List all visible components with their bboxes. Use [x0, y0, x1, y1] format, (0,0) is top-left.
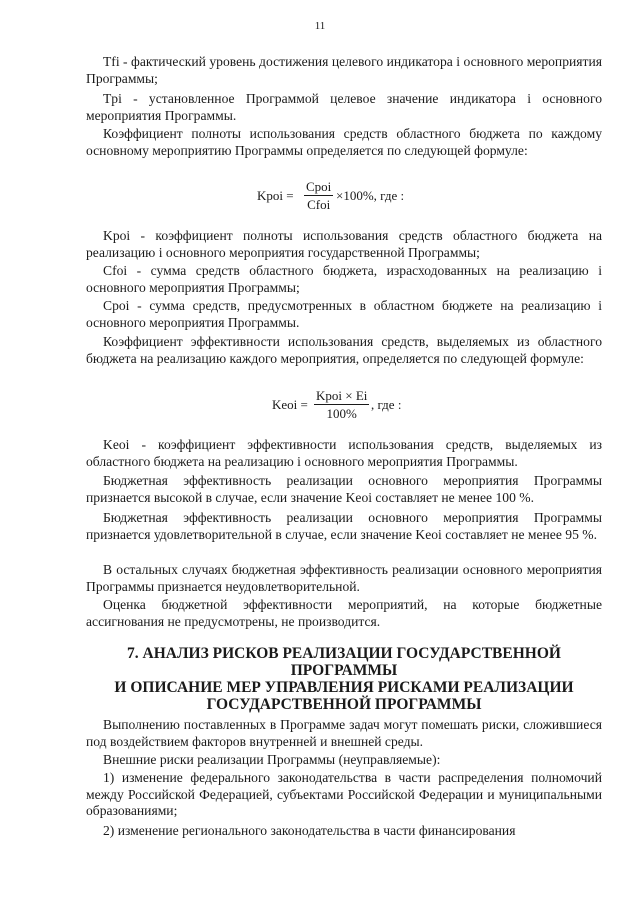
paragraph-keoi-intro: Коэффициент эффективности использования средств, выделяемых из областного бюджета на реализацию каждого мероприятия, определяется по следующей формуле: — [86, 334, 602, 366]
paragraph-tpi: Tpi - установленное Программой целевое значение индикатора i основного мероприятия Программы. — [86, 91, 602, 123]
paragraph-no-assessment: Оценка бюджетной эффективности мероприятий, на которые бюджетные ассигнования не предусмотрены, не производится. — [86, 597, 602, 629]
formula-keoi-rhs: , где : — [371, 397, 402, 412]
formula-keoi-lhs: Keoi = — [272, 397, 308, 412]
section-heading-line-1: 7. АНАЛИЗ РИСКОВ РЕАЛИЗАЦИИ ГОСУДАРСТВЕННОЙ ПРОГРАММЫ — [127, 645, 561, 679]
paragraph-satisfactory-efficiency: Бюджетная эффективность реализации основного мероприятия Программы признается удовлетворительной в случае, если значение Keoi составляет не менее 95 %. — [86, 510, 602, 542]
formula-keoi — [0, 387, 640, 427]
paragraph-external-risks: Внешние риски реализации Программы (неуправляемые): — [103, 752, 441, 767]
formula-kpoi-numerator: Cpoi — [306, 179, 332, 194]
paragraph-risks-intro: Выполнению поставленных в Программе задач могут помешать риски, сложившиеся под воздействием факторов внутренней и внешней среды. — [86, 717, 602, 749]
page-number: 11 — [314, 20, 326, 32]
formula-kpoi-fraction — [304, 178, 333, 213]
paragraph-kpoi-intro: Коэффициент полноты использования средств областного бюджета по каждому основному мероприятию Программы определяется по следующей формуле: — [86, 126, 602, 158]
paragraph-tfi: Tfi - фактический уровень достижения целевого индикатора i основного мероприятия Программы; — [86, 54, 602, 86]
formula-kpoi-rhs: ×100%, где : — [336, 188, 405, 203]
list-item-1: 1) изменение федерального законодательства в части распределения полномочий между Российской Федерацией, субъектами Российской Федерации и муниципальными образованиями; — [86, 770, 602, 818]
paragraph-cpoi-def: Cpoi - сумма средств, предусмотренных в областном бюджете на реализацию i основного мероприятия Программы. — [86, 298, 602, 330]
paragraph-kpoi-def: Kpoi - коэффициент полноты использования средств областного бюджета на реализацию i основного мероприятия государственной Программы; — [86, 228, 602, 260]
list-item-2: 2) изменение регионального законодательства в части финансирования — [103, 823, 516, 838]
formula-kpoi-lhs: Kpoi = — [257, 188, 294, 203]
section-heading-line-3: ГОСУДАРСТВЕННОЙ ПРОГРАММЫ — [206, 696, 482, 713]
paragraph-unsatisfactory-efficiency: В остальных случаях бюджетная эффективность реализации основного мероприятия Программы признается неудовлетворительной. — [86, 562, 602, 594]
paragraph-cfoi-def: Cfoi - сумма средств областного бюджета, израсходованных на реализацию i основного мероприятия Программы; — [86, 263, 602, 295]
formula-keoi-numerator: Kpoi × Ei — [316, 388, 368, 403]
formula-kpoi — [0, 178, 640, 218]
formula-kpoi-denominator: Cfoi — [307, 197, 331, 212]
formula-keoi-denominator: 100% — [326, 406, 357, 421]
section-heading-line-2: И ОПИСАНИЕ МЕР УПРАВЛЕНИЯ РИСКАМИ РЕАЛИЗАЦИИ — [114, 679, 574, 696]
formula-keoi-fraction — [314, 387, 369, 422]
paragraph-keoi-def: Keoi - коэффициент эффективности использования средств, выделяемых из областного бюджета на реализацию i основного мероприятия Программы. — [86, 437, 602, 469]
paragraph-high-efficiency: Бюджетная эффективность реализации основного мероприятия Программы признается высокой в случае, если значение Keoi составляет не менее 100 %. — [86, 473, 602, 505]
section-heading — [86, 645, 602, 713]
